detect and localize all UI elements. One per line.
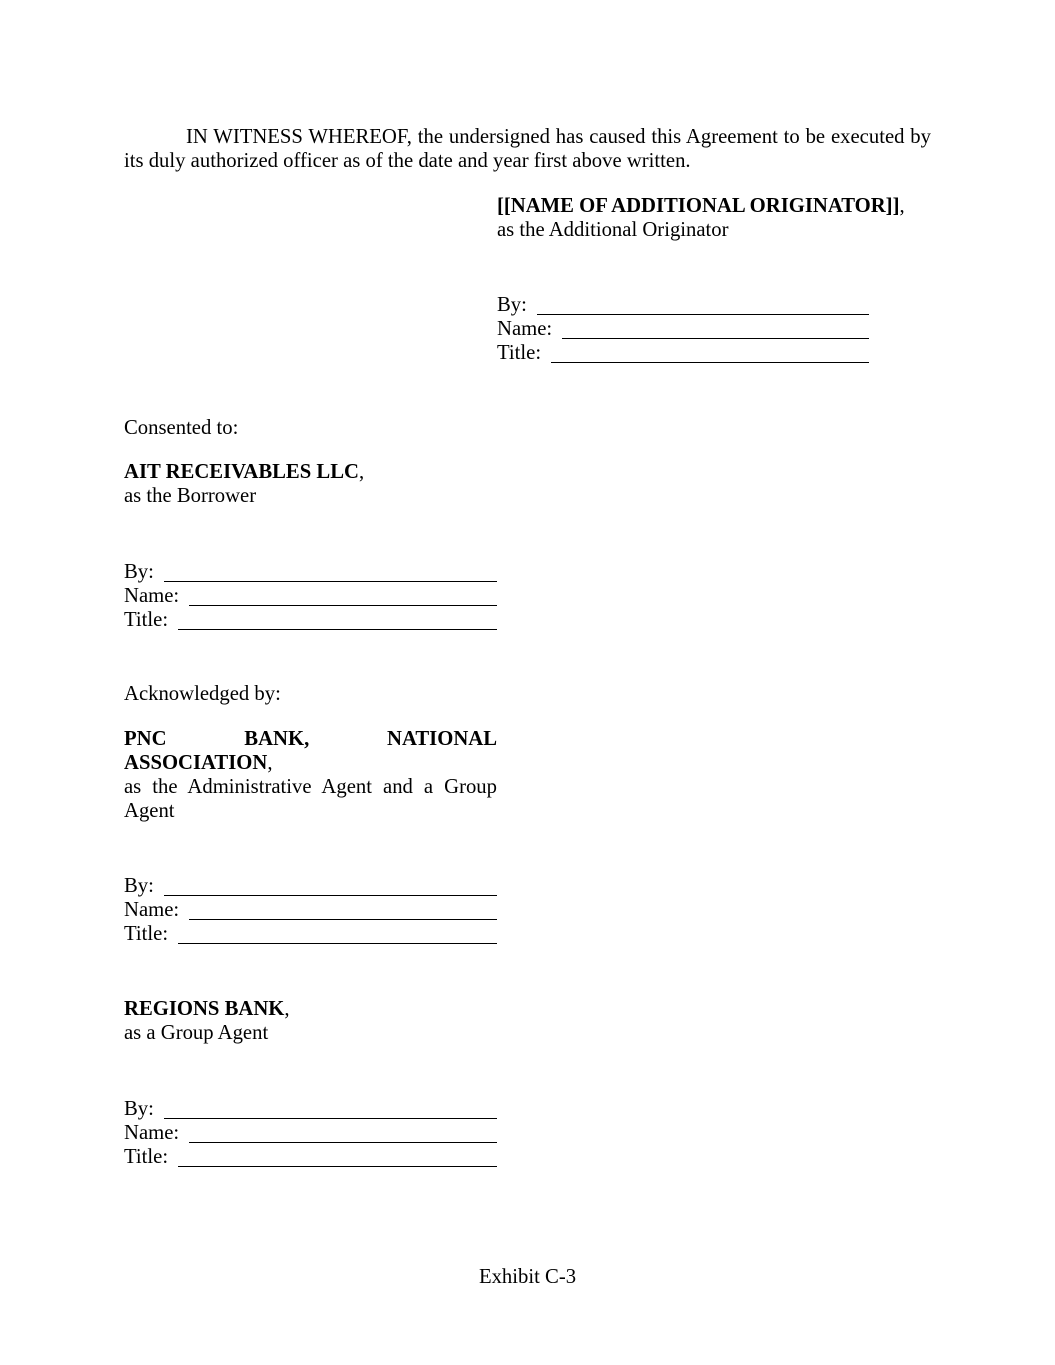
by-label: By: bbox=[124, 561, 154, 583]
by-label: By: bbox=[497, 294, 527, 316]
signature-line bbox=[537, 293, 869, 315]
signature-line bbox=[164, 560, 497, 582]
group-agent-capacity: as a Group Agent bbox=[124, 1022, 269, 1044]
name-line bbox=[189, 1121, 497, 1143]
admin-agent-name-field bbox=[124, 898, 497, 922]
group-agent-name: REGIONS BANK bbox=[124, 998, 285, 1020]
borrower-title-field bbox=[124, 608, 497, 632]
group-agent-name-suffix: , bbox=[284, 998, 290, 1020]
admin-agent-title-field bbox=[124, 922, 497, 946]
borrower-heading: Consented to: bbox=[124, 417, 239, 439]
admin-agent-capacity: as the Administrative Agent and a Group Agent bbox=[124, 776, 497, 822]
title-line bbox=[178, 608, 497, 630]
originator-name-line bbox=[497, 194, 905, 218]
name-line bbox=[189, 584, 497, 606]
title-label: Title: bbox=[124, 1146, 169, 1168]
by-label: By: bbox=[124, 875, 154, 897]
borrower-name-suffix: , bbox=[358, 461, 365, 483]
originator-capacity: as the Additional Originator bbox=[497, 219, 729, 241]
originator-by-field bbox=[497, 293, 869, 317]
name-label: Name: bbox=[124, 1122, 180, 1144]
borrower-by-field bbox=[124, 560, 497, 584]
borrower-name-line bbox=[124, 460, 364, 484]
by-label: By: bbox=[124, 1098, 154, 1120]
signature-line bbox=[164, 1097, 497, 1119]
name-label: Name: bbox=[124, 899, 180, 921]
title-line bbox=[178, 922, 497, 944]
signature-line bbox=[164, 874, 497, 896]
title-label: Title: bbox=[124, 923, 169, 945]
title-line bbox=[551, 341, 869, 363]
group-agent-name-field bbox=[124, 1121, 497, 1145]
group-agent-title-field bbox=[124, 1145, 497, 1169]
originator-title-field bbox=[497, 341, 869, 365]
borrower-capacity: as the Borrower bbox=[124, 485, 257, 507]
admin-agent-name: PNC BANK, NATIONAL ASSOCIATION bbox=[124, 728, 497, 774]
name-line bbox=[562, 317, 869, 339]
title-label: Title: bbox=[497, 342, 542, 364]
originator-name-field bbox=[497, 317, 869, 341]
name-label: Name: bbox=[497, 318, 553, 340]
borrower-name: AIT RECEIVABLES LLC bbox=[124, 461, 359, 483]
originator-name: [[NAME OF ADDITIONAL ORIGINATOR]] bbox=[497, 195, 900, 217]
admin-agent-heading: Acknowledged by: bbox=[124, 683, 281, 705]
witness-paragraph: IN WITNESS WHEREOF, the undersigned has caused this Agreement to be executed by its duly authorized officer as of the date and year first above written. bbox=[124, 126, 931, 172]
group-agent-by-field bbox=[124, 1097, 497, 1121]
originator-name-suffix: , bbox=[899, 195, 905, 217]
borrower-name-field bbox=[124, 584, 497, 608]
admin-agent-name-line bbox=[124, 727, 497, 775]
group-agent-name-line bbox=[124, 997, 290, 1021]
admin-agent-name-suffix: , bbox=[267, 752, 273, 774]
page-footer: Exhibit C-3 bbox=[478, 1266, 577, 1288]
title-label: Title: bbox=[124, 609, 169, 631]
name-line bbox=[189, 898, 497, 920]
name-label: Name: bbox=[124, 585, 180, 607]
title-line bbox=[178, 1145, 497, 1167]
admin-agent-by-field bbox=[124, 874, 497, 898]
